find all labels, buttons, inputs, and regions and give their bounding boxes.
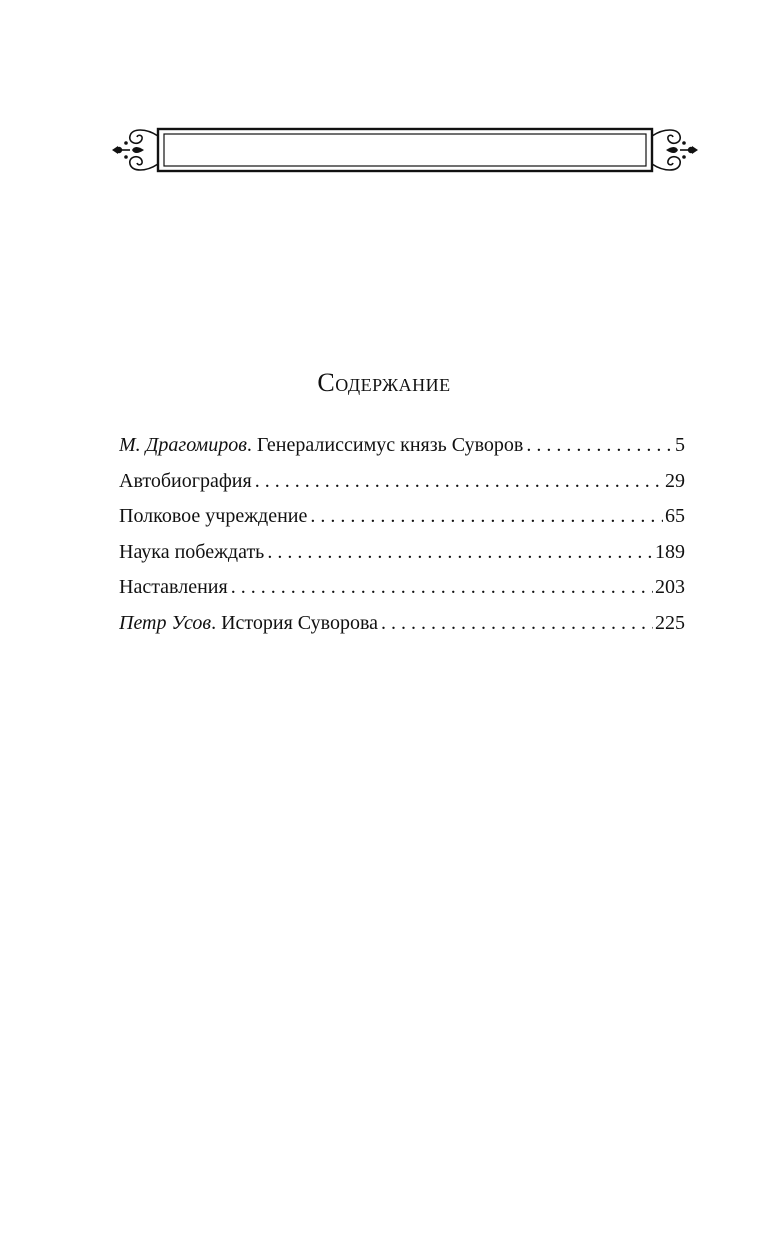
toc-dot-leader [381, 608, 653, 638]
toc-entry-author: М. Драгомиров [119, 434, 247, 456]
toc-entry-text: История Суворова [221, 611, 378, 634]
toc-entry-text: Наука побеждать [119, 540, 265, 563]
toc-entry-text: Наставления [119, 576, 228, 598]
toc-entry-text: Автобиография [119, 469, 252, 492]
toc-entry-page-number: 225 [655, 611, 685, 634]
toc-list [119, 430, 685, 643]
toc-entry [119, 608, 685, 644]
toc-entry-author: Петр Усов [119, 611, 212, 634]
toc-entry-text: Полковое учреждение [119, 505, 308, 527]
ornamental-frame-icon [108, 124, 702, 176]
toc-entry [119, 501, 685, 537]
toc-entry-page-number: 5 [675, 434, 685, 456]
toc-entry-title [119, 430, 523, 460]
toc-entry-page-number: 203 [655, 576, 685, 598]
toc-title: Содержание [317, 368, 451, 397]
toc-entry [119, 430, 685, 466]
toc-entry [119, 572, 685, 608]
toc-dot-leader [526, 430, 673, 460]
toc-entry-page-number: 29 [665, 469, 685, 492]
toc-entry-page-number: 65 [665, 505, 685, 527]
toc-entry-separator: . [246, 434, 257, 456]
toc-entry-title [119, 608, 378, 638]
toc-entry [119, 466, 685, 502]
toc-entry [119, 537, 685, 573]
toc-entry-title [119, 501, 307, 531]
toc-dot-leader [255, 466, 663, 496]
toc-entry-separator: . [211, 611, 222, 634]
toc-entry-title [119, 537, 264, 567]
toc-dot-leader [231, 572, 653, 602]
toc-dot-leader [310, 501, 663, 531]
toc-entry-title [119, 466, 252, 496]
toc-entry-title [119, 572, 228, 602]
toc-entry-page-number: 189 [655, 540, 685, 563]
toc-entry-text: Генералиссимус князь Суворов [256, 434, 524, 456]
toc-dot-leader [267, 537, 653, 567]
